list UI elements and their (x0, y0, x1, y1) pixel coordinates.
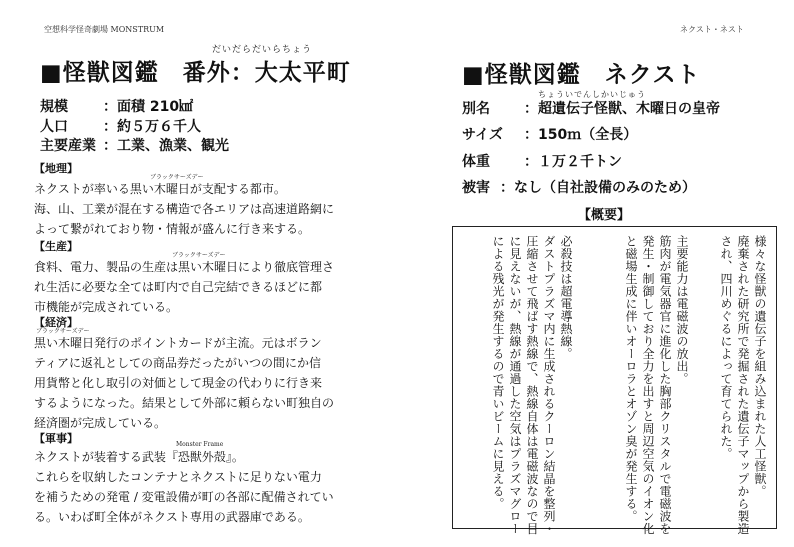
stat-value: ：150ｍ（全長） (524, 127, 638, 143)
economy-line: ティアに返礼としての商品券だったがいつの間にか信 (34, 356, 322, 370)
stat-value: ：１万２千トン (524, 154, 622, 170)
stat-value: ：超遺伝子怪獣、木曜日の皇帝 (524, 101, 720, 117)
overview-column: 圧縮させて飛ばす熱線で、熱線自体は電磁波なので目 (525, 235, 539, 535)
ruby-text: ブラックサーズデー (36, 328, 90, 335)
geography-line: 海、山、工業が混在する構造で各エリアは高速道路網に (34, 202, 335, 216)
overview-column: と磁場生成に伴いオーロラとオゾン臭が発生する。 (624, 235, 638, 523)
section-heading-military: 【軍事】 (34, 432, 78, 445)
left-running-header: 空想科学怪奇劇場 MONSTRUM (44, 25, 165, 34)
economy-line: 経済圏が完成している。 (34, 416, 167, 430)
overview-column: による残光が発生するので青いビームに見える。 (491, 235, 505, 510)
stat-label: 人口 (40, 119, 68, 135)
overview-column: 発生・制御しており全力を出すと周辺空気のイオン化 (641, 235, 655, 535)
ruby-text: Monster Frame (176, 441, 224, 448)
overview-column: に見えないが、熱線が通過した空気はプラズマグロー (508, 235, 522, 535)
geography-line: ネクストが率いる黒い木曜日が支配する都市。 (34, 182, 286, 196)
stat-label: 被害 (462, 180, 490, 196)
name-ruby: ちょういでんしかいじゅう (538, 90, 646, 99)
title-ruby: だいだらだいらちょう (212, 45, 313, 55)
military-line: これらを収納したコンテナとネクストに足りない電力 (34, 470, 322, 484)
economy-line: するようになった。結果として外部に頼らない町独自の (34, 396, 335, 410)
right-page-title: ■怪獣図鑑 ネクスト (462, 62, 701, 88)
military-line: を補うための発電 / 変電設備が町の各部に配備されてい (34, 490, 334, 504)
overview-box (452, 226, 777, 535)
production-line: 市機能が完成されている。 (34, 300, 179, 314)
stat-label: 主要産業 (40, 138, 96, 154)
stat-value: ：なし（自社設備のみのため） (500, 180, 696, 196)
overview-column: 必殺技は超電導熱線。 (559, 235, 573, 360)
stat-label: 別名 (462, 101, 490, 117)
military-line: ネクストが装着する武装『恐獣外殻』。 (34, 450, 244, 464)
geography-line: よって繋がれており物・情報が盛んに行き来する。 (34, 222, 311, 236)
overview-column: ダストプラズマ内に生成されるクーロン結晶を整列・ (542, 235, 556, 535)
ruby-text: ブラックサーズデー (150, 174, 204, 181)
overview-column: され、四川めぐるによって育てられた。 (719, 235, 733, 460)
overview-column: 筋肉が電気器官に進化した胸部クリスタルで電磁波を (658, 235, 672, 535)
right-running-header: ネクスト・ネスト (680, 25, 744, 34)
left-page-title: ■怪獣図鑑 番外：大太平町 (40, 60, 351, 86)
overview-column: 廃棄された研究所で発掘された遺伝子マップから製造 (736, 235, 750, 535)
stat-value: ：約５万６千人 (103, 119, 201, 135)
stat-label: 規模 (40, 99, 68, 115)
section-heading-production: 【生産】 (34, 240, 78, 253)
section-heading-geography: 【地理】 (34, 162, 78, 175)
stat-label: 体重 (462, 154, 490, 170)
section-heading-economy: 【経済】 (34, 316, 78, 329)
stat-label: サイズ (462, 127, 503, 143)
economy-line: 用貨幣と化し取引の対価として現金の代わりに行き来 (34, 376, 323, 390)
production-line: 食料、電力、製品の生産は黒い木曜日により徹底管理さ (34, 260, 335, 274)
production-line: れ生活に必要な全ては町内で自己完結できるほどに都 (34, 280, 323, 294)
overview-column: 様々な怪獣の遺伝子を組み込まれた人工怪獣。 (753, 235, 767, 498)
overview-heading: 【概要】 (578, 208, 631, 223)
ruby-text: ブラックサーズデー (172, 252, 226, 259)
stat-value: ：面積 210㎢ (103, 99, 194, 115)
stat-value: ：工業、漁業、観光 (103, 138, 229, 154)
overview-column: 主要能力は電磁波の放出。 (675, 235, 689, 385)
economy-line: 黒い木曜日発行のポイントカードが主流。元はボラン (34, 336, 322, 350)
military-line: る。いわば町全体がネクスト専用の武器庫である。 (34, 510, 310, 524)
